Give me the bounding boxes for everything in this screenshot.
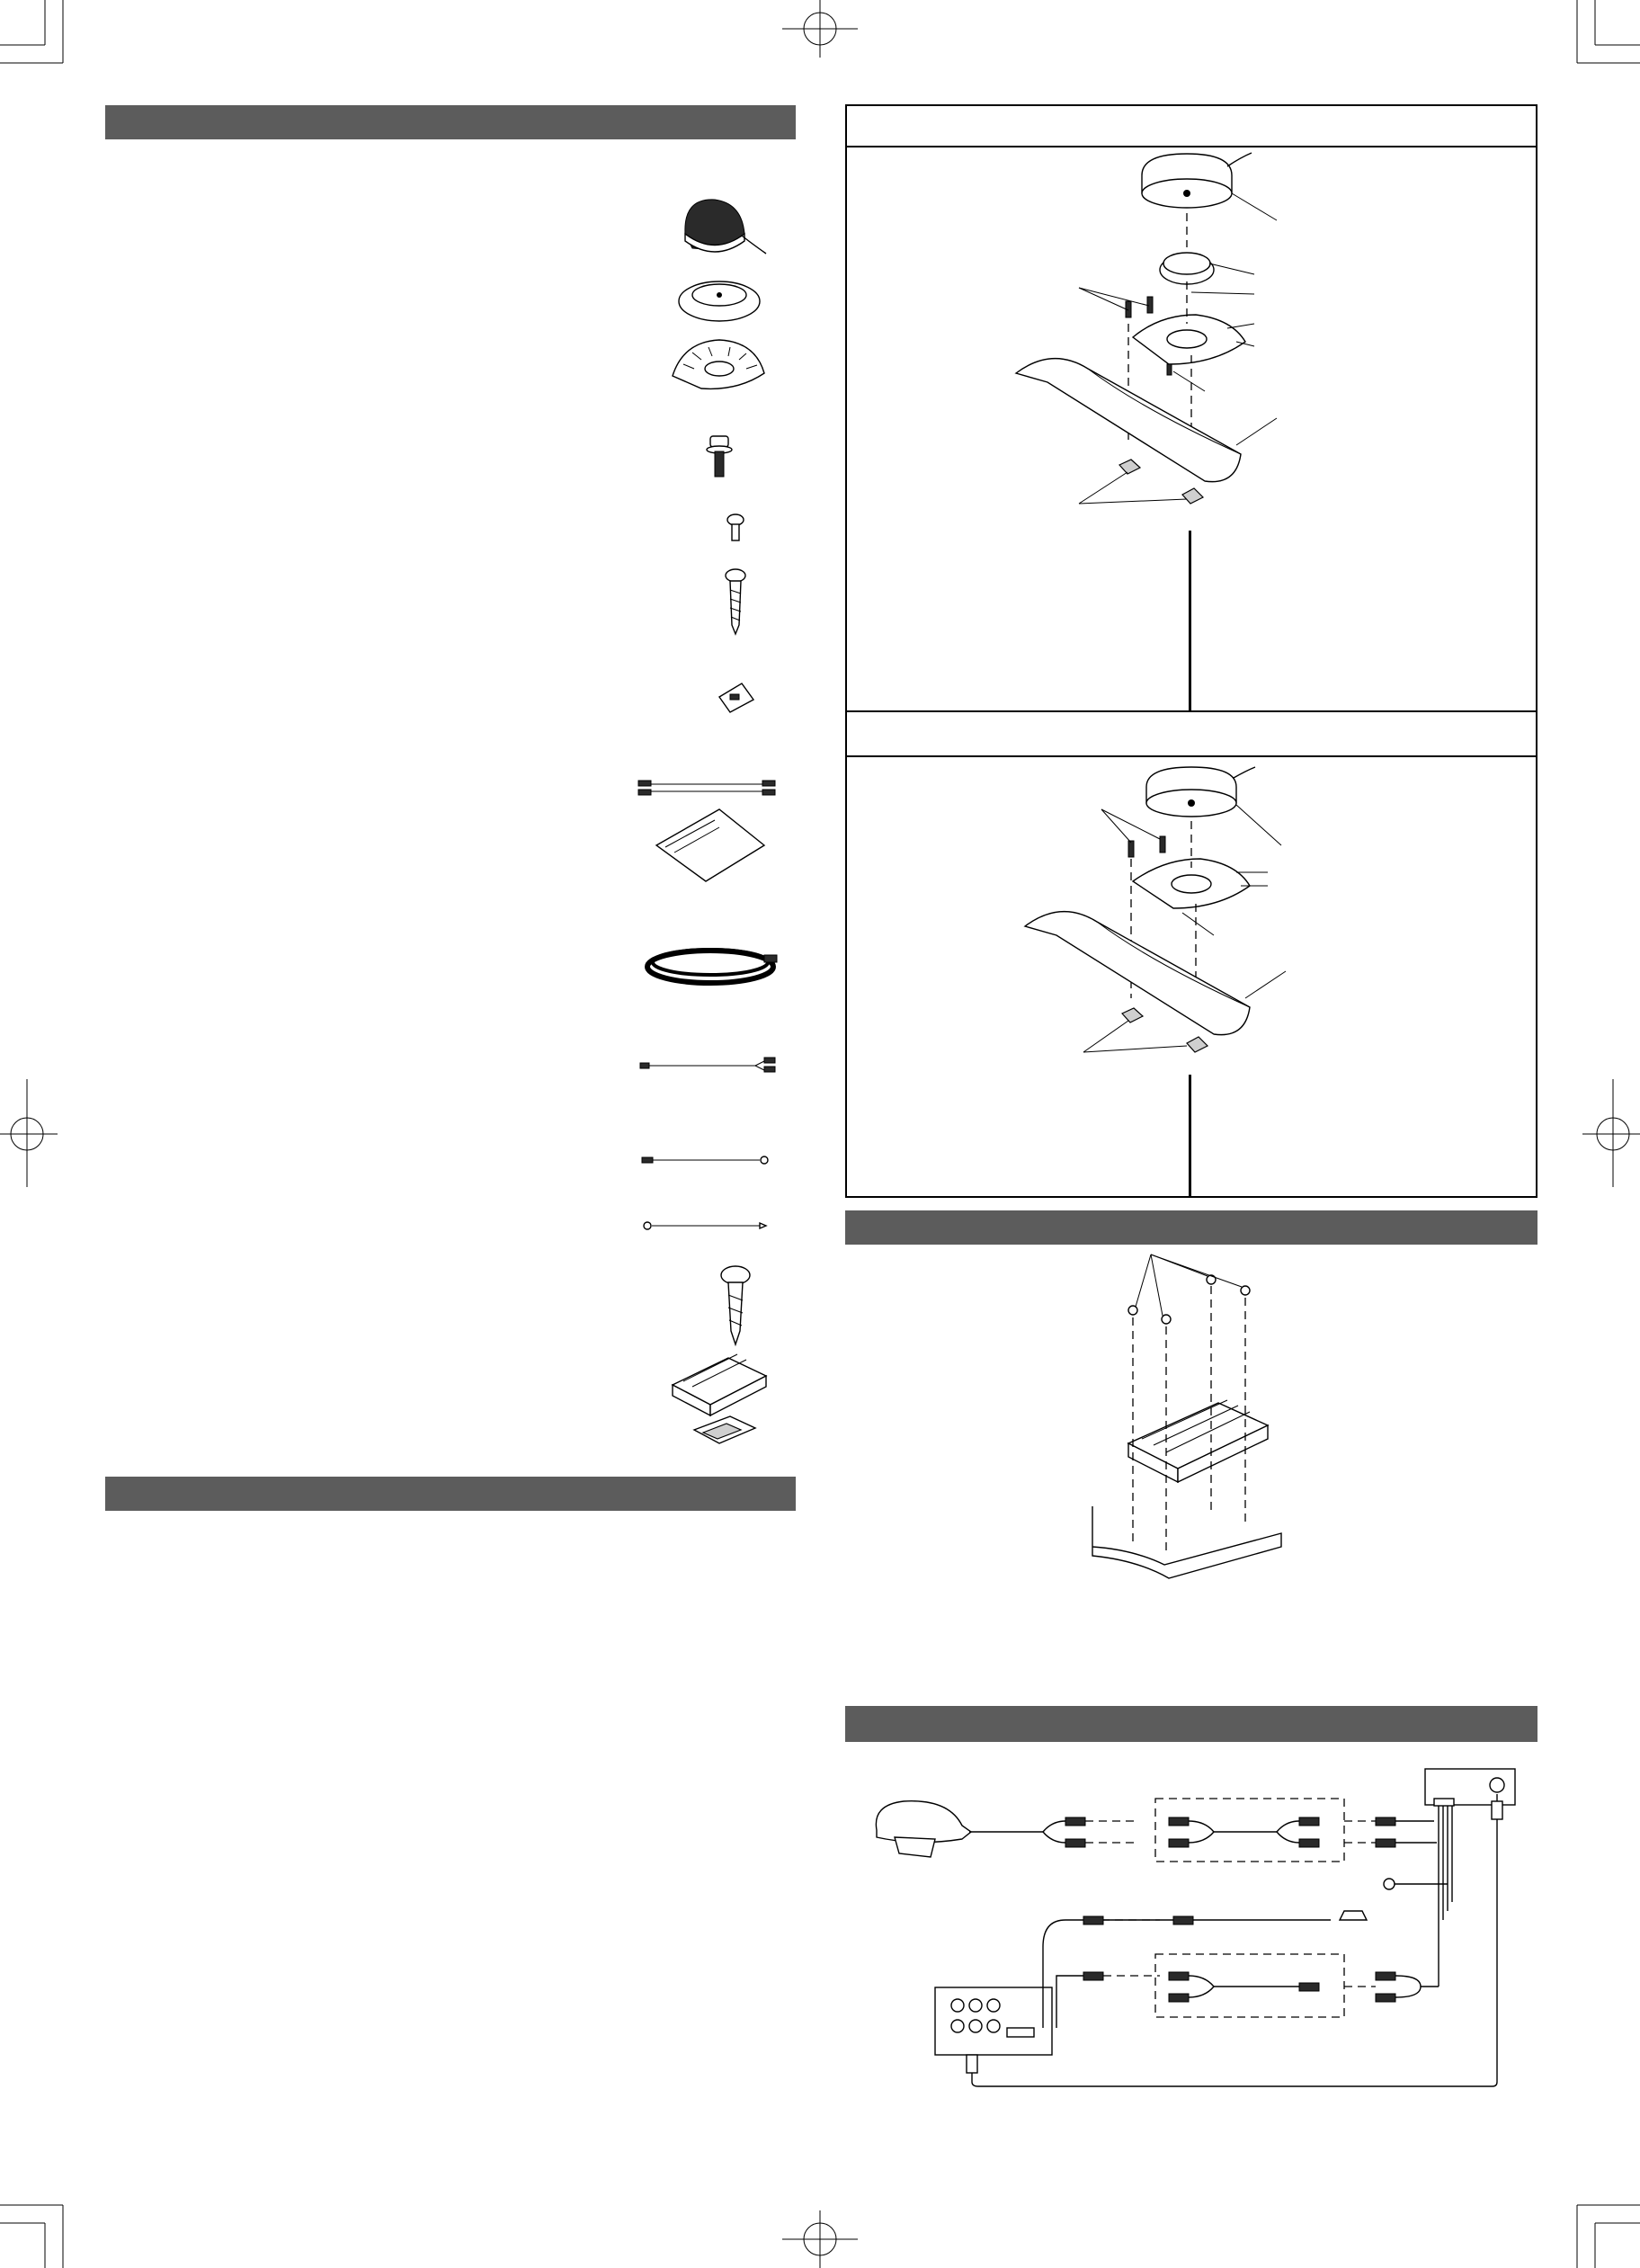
mounting-b-diagram <box>1025 760 1313 1066</box>
rca-extension-cable-icon <box>638 781 775 795</box>
thin-lead-icon <box>644 1222 766 1229</box>
mounting-b-column-divider <box>1189 1075 1191 1198</box>
control-box-icon <box>673 1354 766 1415</box>
parts-illustrations <box>629 180 755 1439</box>
wiring-diagram <box>863 1758 1529 2091</box>
amp-install-header <box>845 1210 1538 1245</box>
single-lead-icon <box>642 1156 768 1164</box>
y-cable-icon <box>640 1058 775 1072</box>
mounting-a-diagram <box>1016 148 1304 526</box>
adhesive-pad-icon <box>656 809 764 881</box>
connections-header <box>845 1706 1538 1742</box>
antenna-unit-icon <box>685 200 766 254</box>
mounting-base-icon <box>679 281 760 321</box>
parts-list-header <box>105 105 796 139</box>
bracket-plate-icon <box>673 340 764 388</box>
large-tapping-screw-icon <box>721 1266 750 1344</box>
bolt-with-washer-icon <box>707 436 732 477</box>
clip-nut-icon <box>719 683 753 712</box>
mounting-b-title-rule <box>845 755 1538 757</box>
notes-header <box>105 1477 796 1511</box>
control-box-install-diagram <box>1083 1272 1290 1578</box>
mounting-b-divider <box>845 710 1538 712</box>
mounting-a-title-rule <box>845 146 1538 147</box>
small-screw-icon <box>727 514 744 540</box>
mounting-a-column-divider <box>1189 531 1191 710</box>
tapping-screw-icon <box>726 569 745 634</box>
